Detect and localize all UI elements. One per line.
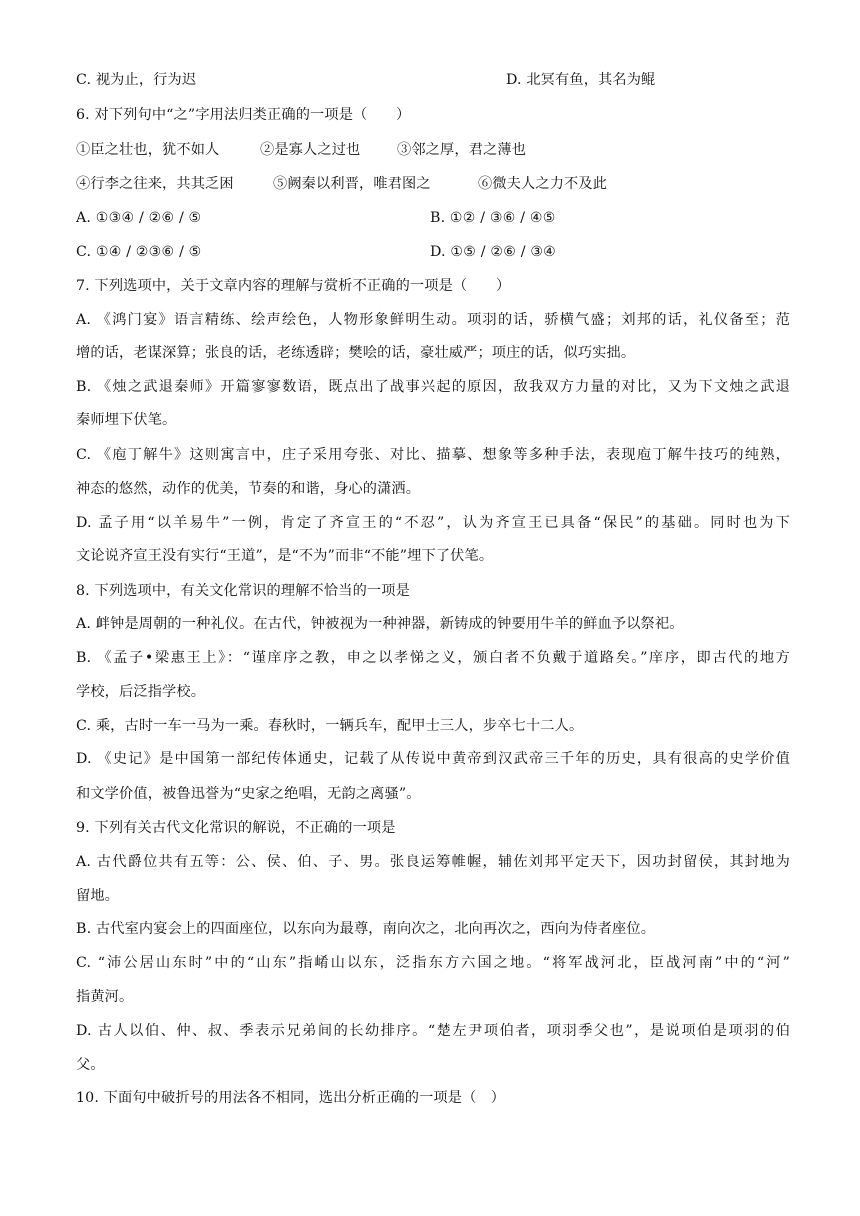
q6-items-row-1 — [76, 140, 790, 160]
q6-option-a: A. ①③④ / ②⑥ / ⑤ — [76, 210, 202, 226]
q7-option-b-line-2: 秦师埋下伏笔。 — [76, 412, 177, 428]
q9-option-a-line-1: A. 古代爵位共有五等：公、侯、伯、子、男。张良运筹帷幄，辅佐刘邦平定天下，因功封留侯，其封地为 — [76, 854, 790, 870]
q7-option-c-line-1: C. 《庖丁解牛》这则寓言中，庄子采用夸张、对比、描摹、想象等多种手法，表现庖丁解牛技巧的纯熟， — [76, 447, 790, 463]
q6-item-2: ②是寡人之过也 — [260, 142, 361, 158]
q5-option-row — [76, 70, 790, 90]
q6-item-5: ⑤阙秦以利晋，唯君图之 — [273, 176, 431, 192]
q8-option-b-line-1: B. 《孟子•梁惠王上》：“谨庠序之教，申之以孝悌之义，颁白者不负戴于道路矣。”庠序，即古代的地方 — [76, 650, 790, 666]
q7-option-d-line-2: 文论说齐宣王没有实行“王道”，是“不为”而非“不能”埋下了伏笔。 — [76, 548, 494, 564]
q9-option-c-line-2: 指黄河。 — [76, 989, 134, 1005]
q8-option-d-line-2: 和文学价值，被鲁迅誉为“史家之绝唱，无韵之离骚”。 — [76, 786, 421, 802]
q9-option-a-line-2: 留地。 — [76, 888, 120, 904]
q5-option-c: C. 视为止，行为迟 — [76, 72, 197, 88]
q8-option-c: C. 乘，古时一车一马为一乘。春秋时，一辆兵车，配甲士三人，步卒七十二人。 — [76, 718, 584, 734]
q7-option-a-line-1: A. 《鸿门宴》语言精练、绘声绘色，人物形象鲜明生动。项羽的话，骄横气盛；刘邦的话，礼仪备至；范 — [76, 312, 790, 328]
q6-option-b: B. ①② / ③⑥ / ④⑤ — [430, 210, 556, 226]
q6-stem: 6. 对下列句中“之”字用法归类正确的一项是（ ） — [76, 107, 411, 123]
q9-option-d-line-2: 父。 — [76, 1057, 105, 1073]
q10-stem: 10. 下面句中破折号的用法各不相同，选出分析正确的一项是（ ） — [76, 1090, 506, 1106]
q7-option-d-line-1: D. 孟子用“以羊易牛”一例，肯定了齐宣王的“不忍”，认为齐宣王已具备“保民”的基础。同时也为下 — [76, 515, 790, 531]
q6-item-3: ③邻之厚，君之薄也 — [397, 142, 527, 158]
q8-option-d-line-1: D. 《史记》是中国第一部纪传体通史，记载了从传说中黄帝到汉武帝三千年的历史，具有很高的史学价值 — [76, 751, 790, 767]
q8-option-b-line-2: 学校，后泛指学校。 — [76, 684, 206, 700]
q6-option-row-1 — [76, 208, 790, 228]
q7-option-b-line-1: B. 《烛之武退秦师》开篇寥寥数语，既点出了战事兴起的原因，敌我双方力量的对比，又为下文烛之武退 — [76, 379, 790, 395]
q6-item-1: ①臣之壮也，犹不如人 — [76, 142, 220, 158]
q7-stem: 7. 下列选项中，关于文章内容的理解与赏析不正确的一项是（ ） — [76, 278, 511, 294]
q5-option-d: D. 北冥有鱼，其名为鲲 — [506, 72, 656, 88]
q7-option-c-line-2: 神态的悠然，动作的优美，节奏的和谐，身心的潇洒。 — [76, 481, 421, 497]
q6-item-6: ⑥微夫人之力不及此 — [478, 176, 608, 192]
q8-stem: 8. 下列选项中，有关文化常识的理解不恰当的一项是 — [76, 583, 410, 599]
q6-option-row-2 — [76, 242, 790, 262]
q6-option-d: D. ①⑤ / ②⑥ / ③④ — [430, 244, 557, 260]
q6-item-4: ④行李之往来，共其乏困 — [76, 176, 234, 192]
q9-option-c-line-1: C. “沛公居山东时”中的“山东”指崤山以东，泛指东方六国之地。“将军战河北，臣战河南”中的“河” — [76, 955, 790, 971]
q6-option-c: C. ①④ / ②③⑥ / ⑤ — [76, 244, 202, 260]
q6-items-row-2 — [76, 174, 790, 194]
q8-option-a: A. 衅钟是周朝的一种礼仪。在古代，钟被视为一种神器，新铸成的钟要用牛羊的鲜血予以祭祀。 — [76, 616, 684, 632]
q7-option-a-line-2: 增的话，老谋深算；张良的话，老练透辟；樊哙的话，豪壮威严；项庄的话，似巧实拙。 — [76, 345, 636, 361]
q9-option-b: B. 古代室内宴会上的四面座位，以东向为最尊，南向次之，北向再次之，西向为侍者座位。 — [76, 921, 656, 937]
q9-option-d-line-1: D. 古人以伯、仲、叔、季表示兄弟间的长幼排序。“楚左尹项伯者，项羽季父也”，是说项伯是项羽的伯 — [76, 1023, 790, 1039]
q9-stem: 9. 下列有关古代文化常识的解说，不正确的一项是 — [76, 820, 396, 836]
